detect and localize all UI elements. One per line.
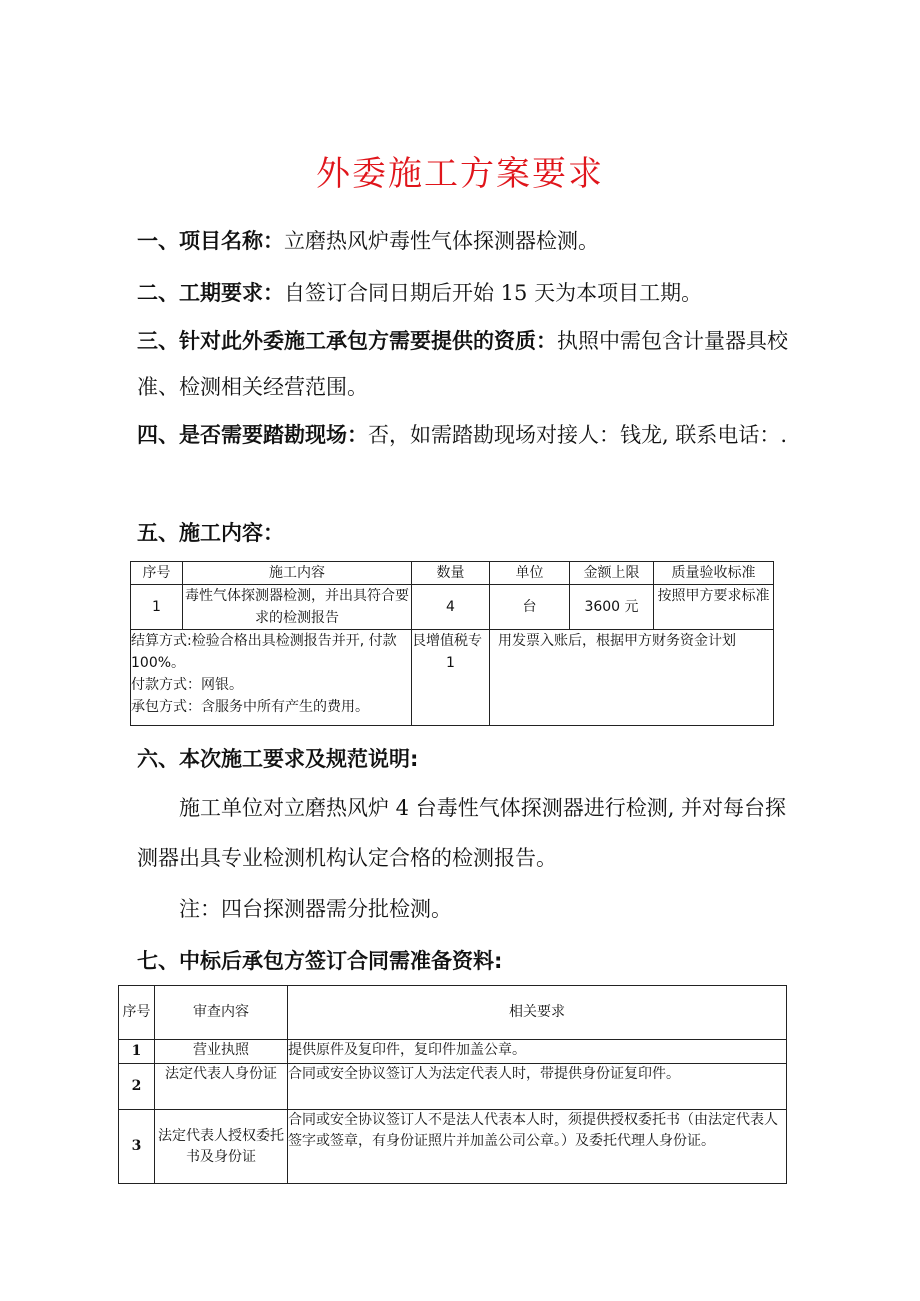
row-item: 法定代表人授权委托书及身份证 — [155, 1110, 288, 1184]
contract-method: 承包方式：含服务中所有产生的费用。 — [131, 699, 369, 715]
invoice-number: 1 — [446, 655, 455, 671]
row-quantity: 4 — [412, 585, 490, 630]
col-header: 审查内容 — [155, 986, 288, 1040]
section-requirements — [137, 736, 797, 782]
settlement-method: 结算方式:检验合格出具检测报告并开, 付款 100%。 — [131, 633, 397, 671]
table-header-row — [119, 986, 787, 1040]
work-content-table — [130, 561, 774, 726]
section-label: 二、工期要求： — [137, 281, 284, 305]
section-text: 执照中需包含计量器具校准、检测相关经营范围。 — [137, 329, 788, 399]
section-label: 五、施工内容： — [137, 521, 284, 545]
table-row — [131, 585, 774, 630]
requirements-note: 注：四台探测器需分批检测。 — [179, 897, 452, 921]
section-label: 七、中标后承包方签订合同需准备资料: — [137, 949, 503, 973]
col-header: 质量验收标准 — [654, 562, 774, 585]
section-text: 立磨热风炉毒性气体探测器检测。 — [284, 229, 599, 253]
table-row — [119, 1040, 787, 1064]
section-label: 一、项目名称： — [137, 229, 284, 253]
row-number: 1 — [119, 1040, 155, 1064]
row-content: 毒性气体探测器检测，并出具符合要求的检测报告 — [183, 585, 412, 630]
invoice-cell — [412, 630, 490, 726]
requirements-paragraph: 施工单位对立磨热风炉 4 台毒性气体探测器进行检测, 并对每台探测器出具专业检测机构认定合格的检测报告。 — [137, 796, 787, 870]
row-standard: 按照甲方要求标准 — [654, 585, 774, 630]
section-text: 否，如需踏勘现场对接人：钱龙, 联系电话：. — [368, 423, 788, 447]
section-text: 自签订合同日期后开始 15 天为本项目工期。 — [284, 281, 703, 305]
payment-terms-cell — [131, 630, 412, 726]
col-header: 相关要求 — [288, 986, 787, 1040]
invoice-type: 艮增值税专 — [412, 633, 482, 649]
row-number: 3 — [119, 1110, 155, 1184]
section-work-content — [137, 510, 797, 556]
col-header: 金额上限 — [570, 562, 654, 585]
section-project-name — [137, 218, 797, 264]
row-requirement: 合同或安全协议签订人为法定代表人时，带提供身份证复印件。 — [288, 1064, 787, 1110]
row-requirement: 提供原件及复印件，复印件加盖公章。 — [288, 1040, 787, 1064]
section-label: 六、本次施工要求及规范说明: — [137, 747, 419, 771]
row-number: 2 — [119, 1064, 155, 1110]
row-amount: 3600 元 — [570, 585, 654, 630]
section-contract-docs — [137, 938, 797, 984]
table-header-row — [131, 562, 774, 585]
col-header: 序号 — [119, 986, 155, 1040]
page-title: 外委施工方案要求 — [316, 154, 604, 194]
table-row — [119, 1110, 787, 1184]
payment-row — [131, 630, 774, 726]
section-label: 四、是否需要踏勘现场： — [137, 423, 368, 447]
col-header: 单位 — [490, 562, 570, 585]
contract-docs-table — [118, 985, 787, 1184]
row-requirement: 合同或安全协议签订人不是法人代表本人时，须提供授权委托书（由法定代表人签字或签章，有身份证照片并加盖公司公章。）及委托代理人身份证。 — [288, 1110, 787, 1184]
funding-note: 用发票入账后，根据甲方财务资金计划 — [490, 630, 774, 726]
section-schedule — [137, 270, 797, 316]
section-label: 三、针对此外委施工承包方需要提供的资质： — [137, 329, 557, 353]
row-item: 法定代表人身份证 — [155, 1064, 288, 1110]
row-number: 1 — [131, 585, 183, 630]
col-header: 数量 — [412, 562, 490, 585]
row-item: 营业执照 — [155, 1040, 288, 1064]
col-header: 序号 — [131, 562, 183, 585]
col-header: 施工内容 — [183, 562, 412, 585]
section-site-visit — [137, 412, 797, 458]
section-qualification — [137, 318, 797, 410]
row-unit: 台 — [490, 585, 570, 630]
payment-method: 付款方式：网银。 — [131, 677, 243, 693]
table-row — [119, 1064, 787, 1110]
